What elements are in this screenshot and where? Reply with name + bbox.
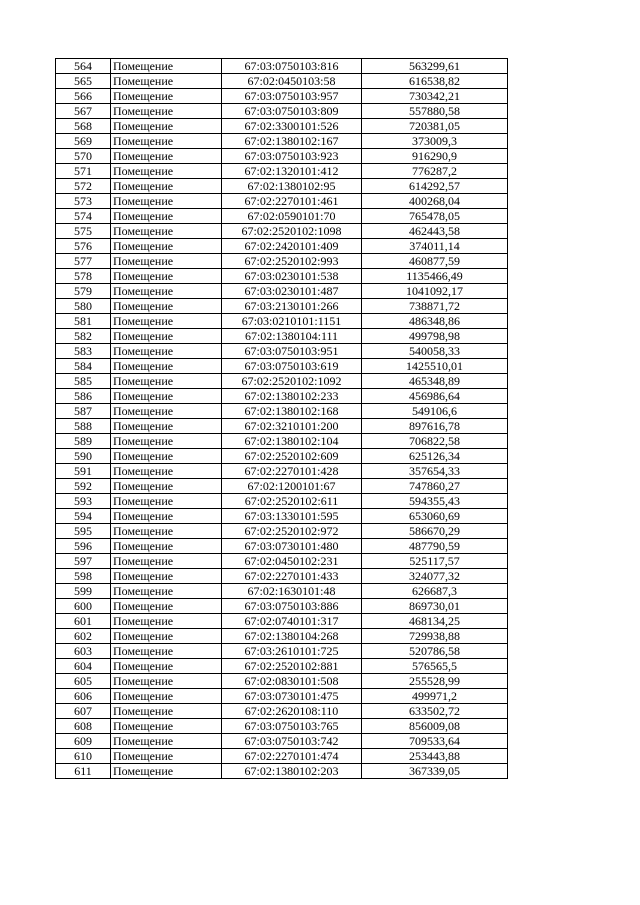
cadastral-number-cell: 67:02:2270101:428 bbox=[222, 464, 362, 479]
cadastral-number-cell: 67:02:3300101:526 bbox=[222, 119, 362, 134]
cadastral-number-cell: 67:03:2130101:266 bbox=[222, 299, 362, 314]
cadastral-number-cell: 67:02:2520102:1098 bbox=[222, 224, 362, 239]
row-number-cell: 564 bbox=[56, 59, 111, 74]
table-row bbox=[56, 539, 508, 554]
object-type-cell: Помещение bbox=[111, 539, 222, 554]
table-row bbox=[56, 269, 508, 284]
row-number-cell: 582 bbox=[56, 329, 111, 344]
cadastral-value-cell: 586670,29 bbox=[362, 524, 508, 539]
row-number-cell: 589 bbox=[56, 434, 111, 449]
cadastral-value-cell: 486348,86 bbox=[362, 314, 508, 329]
cadastral-number-cell: 67:02:1380102:168 bbox=[222, 404, 362, 419]
table-row bbox=[56, 554, 508, 569]
row-number-cell: 611 bbox=[56, 764, 111, 779]
row-number-cell: 592 bbox=[56, 479, 111, 494]
row-number-cell: 600 bbox=[56, 599, 111, 614]
cadastral-value-cell: 465348,89 bbox=[362, 374, 508, 389]
object-type-cell: Помещение bbox=[111, 104, 222, 119]
table-row bbox=[56, 164, 508, 179]
cadastral-number-cell: 67:03:0750103:951 bbox=[222, 344, 362, 359]
row-number-cell: 586 bbox=[56, 389, 111, 404]
cadastral-number-cell: 67:02:1380102:167 bbox=[222, 134, 362, 149]
table-row bbox=[56, 524, 508, 539]
object-type-cell: Помещение bbox=[111, 179, 222, 194]
row-number-cell: 577 bbox=[56, 254, 111, 269]
row-number-cell: 593 bbox=[56, 494, 111, 509]
table-row bbox=[56, 599, 508, 614]
table-row bbox=[56, 404, 508, 419]
cadastral-value-cell: 576565,5 bbox=[362, 659, 508, 674]
object-type-cell: Помещение bbox=[111, 644, 222, 659]
object-type-cell: Помещение bbox=[111, 194, 222, 209]
cadastral-value-cell: 400268,04 bbox=[362, 194, 508, 209]
cadastral-value-table bbox=[55, 58, 508, 779]
cadastral-number-cell: 67:02:1320101:412 bbox=[222, 164, 362, 179]
object-type-cell: Помещение bbox=[111, 359, 222, 374]
row-number-cell: 581 bbox=[56, 314, 111, 329]
table-row bbox=[56, 509, 508, 524]
object-type-cell: Помещение bbox=[111, 419, 222, 434]
object-type-cell: Помещение bbox=[111, 464, 222, 479]
table-row bbox=[56, 449, 508, 464]
row-number-cell: 565 bbox=[56, 74, 111, 89]
row-number-cell: 568 bbox=[56, 119, 111, 134]
object-type-cell: Помещение bbox=[111, 74, 222, 89]
table-row bbox=[56, 584, 508, 599]
table-row bbox=[56, 104, 508, 119]
table-row bbox=[56, 674, 508, 689]
cadastral-number-cell: 67:03:0210101:1151 bbox=[222, 314, 362, 329]
cadastral-value-cell: 633502,72 bbox=[362, 704, 508, 719]
row-number-cell: 566 bbox=[56, 89, 111, 104]
row-number-cell: 588 bbox=[56, 419, 111, 434]
table-row bbox=[56, 434, 508, 449]
cadastral-number-cell: 67:03:0750103:923 bbox=[222, 149, 362, 164]
row-number-cell: 610 bbox=[56, 749, 111, 764]
table-row bbox=[56, 704, 508, 719]
row-number-cell: 599 bbox=[56, 584, 111, 599]
cadastral-value-cell: 709533,64 bbox=[362, 734, 508, 749]
object-type-cell: Помещение bbox=[111, 554, 222, 569]
object-type-cell: Помещение bbox=[111, 494, 222, 509]
cadastral-value-cell: 357654,33 bbox=[362, 464, 508, 479]
cadastral-number-cell: 67:03:0750103:816 bbox=[222, 59, 362, 74]
cadastral-number-cell: 67:02:1380102:104 bbox=[222, 434, 362, 449]
object-type-cell: Помещение bbox=[111, 344, 222, 359]
table-row bbox=[56, 374, 508, 389]
cadastral-number-cell: 67:02:1380104:268 bbox=[222, 629, 362, 644]
row-number-cell: 606 bbox=[56, 689, 111, 704]
row-number-cell: 594 bbox=[56, 509, 111, 524]
object-type-cell: Помещение bbox=[111, 599, 222, 614]
table-body bbox=[56, 59, 508, 779]
table-row bbox=[56, 719, 508, 734]
cadastral-number-cell: 67:02:2520102:993 bbox=[222, 254, 362, 269]
cadastral-number-cell: 67:03:0730101:480 bbox=[222, 539, 362, 554]
cadastral-number-cell: 67:02:1380104:111 bbox=[222, 329, 362, 344]
cadastral-number-cell: 67:02:2520102:609 bbox=[222, 449, 362, 464]
cadastral-value-cell: 625126,34 bbox=[362, 449, 508, 464]
row-number-cell: 609 bbox=[56, 734, 111, 749]
table-row bbox=[56, 494, 508, 509]
cadastral-number-cell: 67:02:2270101:433 bbox=[222, 569, 362, 584]
object-type-cell: Помещение bbox=[111, 299, 222, 314]
table-row bbox=[56, 119, 508, 134]
cadastral-value-cell: 367339,05 bbox=[362, 764, 508, 779]
table-row bbox=[56, 359, 508, 374]
table-row bbox=[56, 194, 508, 209]
table-row bbox=[56, 344, 508, 359]
object-type-cell: Помещение bbox=[111, 284, 222, 299]
cadastral-value-cell: 520786,58 bbox=[362, 644, 508, 659]
cadastral-value-cell: 729938,88 bbox=[362, 629, 508, 644]
table-row bbox=[56, 659, 508, 674]
cadastral-value-cell: 856009,08 bbox=[362, 719, 508, 734]
table-row bbox=[56, 134, 508, 149]
object-type-cell: Помещение bbox=[111, 764, 222, 779]
cadastral-value-cell: 499971,2 bbox=[362, 689, 508, 704]
object-type-cell: Помещение bbox=[111, 269, 222, 284]
cadastral-number-cell: 67:02:0590101:70 bbox=[222, 209, 362, 224]
cadastral-number-cell: 67:03:1330101:595 bbox=[222, 509, 362, 524]
cadastral-value-cell: 730342,21 bbox=[362, 89, 508, 104]
object-type-cell: Помещение bbox=[111, 569, 222, 584]
cadastral-number-cell: 67:02:1380102:95 bbox=[222, 179, 362, 194]
cadastral-value-cell: 626687,3 bbox=[362, 584, 508, 599]
table-row bbox=[56, 239, 508, 254]
cadastral-value-cell: 255528,99 bbox=[362, 674, 508, 689]
row-number-cell: 573 bbox=[56, 194, 111, 209]
row-number-cell: 576 bbox=[56, 239, 111, 254]
table-row bbox=[56, 224, 508, 239]
cadastral-value-cell: 525117,57 bbox=[362, 554, 508, 569]
table-row bbox=[56, 764, 508, 779]
row-number-cell: 590 bbox=[56, 449, 111, 464]
cadastral-number-cell: 67:02:0830101:508 bbox=[222, 674, 362, 689]
cadastral-number-cell: 67:02:1630101:48 bbox=[222, 584, 362, 599]
cadastral-number-cell: 67:03:0750103:765 bbox=[222, 719, 362, 734]
row-number-cell: 591 bbox=[56, 464, 111, 479]
table-row bbox=[56, 749, 508, 764]
cadastral-number-cell: 67:03:0750103:742 bbox=[222, 734, 362, 749]
table-row bbox=[56, 299, 508, 314]
cadastral-value-cell: 594355,43 bbox=[362, 494, 508, 509]
cadastral-number-cell: 67:02:0450102:231 bbox=[222, 554, 362, 569]
row-number-cell: 601 bbox=[56, 614, 111, 629]
cadastral-value-cell: 1135466,49 bbox=[362, 269, 508, 284]
row-number-cell: 602 bbox=[56, 629, 111, 644]
cadastral-number-cell: 67:02:2520102:881 bbox=[222, 659, 362, 674]
cadastral-number-cell: 67:02:2420101:409 bbox=[222, 239, 362, 254]
cadastral-number-cell: 67:02:1380102:233 bbox=[222, 389, 362, 404]
cadastral-number-cell: 67:03:2610101:725 bbox=[222, 644, 362, 659]
object-type-cell: Помещение bbox=[111, 659, 222, 674]
row-number-cell: 597 bbox=[56, 554, 111, 569]
object-type-cell: Помещение bbox=[111, 704, 222, 719]
row-number-cell: 572 bbox=[56, 179, 111, 194]
object-type-cell: Помещение bbox=[111, 404, 222, 419]
cadastral-value-cell: 653060,69 bbox=[362, 509, 508, 524]
table-row bbox=[56, 254, 508, 269]
object-type-cell: Помещение bbox=[111, 374, 222, 389]
cadastral-number-cell: 67:03:0750103:957 bbox=[222, 89, 362, 104]
table-row bbox=[56, 89, 508, 104]
object-type-cell: Помещение bbox=[111, 674, 222, 689]
object-type-cell: Помещение bbox=[111, 629, 222, 644]
object-type-cell: Помещение bbox=[111, 164, 222, 179]
row-number-cell: 598 bbox=[56, 569, 111, 584]
cadastral-number-cell: 67:03:0750103:886 bbox=[222, 599, 362, 614]
table-row bbox=[56, 479, 508, 494]
cadastral-number-cell: 67:03:0230101:538 bbox=[222, 269, 362, 284]
row-number-cell: 567 bbox=[56, 104, 111, 119]
row-number-cell: 607 bbox=[56, 704, 111, 719]
object-type-cell: Помещение bbox=[111, 209, 222, 224]
cadastral-number-cell: 67:02:2520102:972 bbox=[222, 524, 362, 539]
object-type-cell: Помещение bbox=[111, 149, 222, 164]
cadastral-value-cell: 487790,59 bbox=[362, 539, 508, 554]
object-type-cell: Помещение bbox=[111, 329, 222, 344]
cadastral-value-cell: 540058,33 bbox=[362, 344, 508, 359]
object-type-cell: Помещение bbox=[111, 254, 222, 269]
object-type-cell: Помещение bbox=[111, 134, 222, 149]
row-number-cell: 595 bbox=[56, 524, 111, 539]
table-row bbox=[56, 569, 508, 584]
table-row bbox=[56, 179, 508, 194]
table-row bbox=[56, 314, 508, 329]
row-number-cell: 578 bbox=[56, 269, 111, 284]
cadastral-value-cell: 462443,58 bbox=[362, 224, 508, 239]
cadastral-value-cell: 374011,14 bbox=[362, 239, 508, 254]
row-number-cell: 605 bbox=[56, 674, 111, 689]
row-number-cell: 603 bbox=[56, 644, 111, 659]
object-type-cell: Помещение bbox=[111, 479, 222, 494]
object-type-cell: Помещение bbox=[111, 719, 222, 734]
table-row bbox=[56, 644, 508, 659]
row-number-cell: 583 bbox=[56, 344, 111, 359]
row-number-cell: 596 bbox=[56, 539, 111, 554]
object-type-cell: Помещение bbox=[111, 389, 222, 404]
cadastral-number-cell: 67:02:2270101:474 bbox=[222, 749, 362, 764]
table-row bbox=[56, 689, 508, 704]
row-number-cell: 580 bbox=[56, 299, 111, 314]
cadastral-value-cell: 460877,59 bbox=[362, 254, 508, 269]
table-row bbox=[56, 389, 508, 404]
table-row bbox=[56, 284, 508, 299]
row-number-cell: 575 bbox=[56, 224, 111, 239]
cadastral-value-cell: 324077,32 bbox=[362, 569, 508, 584]
cadastral-value-cell: 557880,58 bbox=[362, 104, 508, 119]
table-row bbox=[56, 464, 508, 479]
cadastral-value-cell: 373009,3 bbox=[362, 134, 508, 149]
table-row bbox=[56, 614, 508, 629]
cadastral-value-cell: 1425510,01 bbox=[362, 359, 508, 374]
cadastral-number-cell: 67:02:2270101:461 bbox=[222, 194, 362, 209]
object-type-cell: Помещение bbox=[111, 314, 222, 329]
object-type-cell: Помещение bbox=[111, 734, 222, 749]
table-row bbox=[56, 329, 508, 344]
table-row bbox=[56, 149, 508, 164]
object-type-cell: Помещение bbox=[111, 509, 222, 524]
cadastral-value-cell: 916290,9 bbox=[362, 149, 508, 164]
object-type-cell: Помещение bbox=[111, 584, 222, 599]
row-number-cell: 571 bbox=[56, 164, 111, 179]
object-type-cell: Помещение bbox=[111, 224, 222, 239]
object-type-cell: Помещение bbox=[111, 749, 222, 764]
cadastral-value-cell: 616538,82 bbox=[362, 74, 508, 89]
object-type-cell: Помещение bbox=[111, 434, 222, 449]
table-row bbox=[56, 209, 508, 224]
table-row bbox=[56, 734, 508, 749]
cadastral-value-cell: 468134,25 bbox=[362, 614, 508, 629]
row-number-cell: 585 bbox=[56, 374, 111, 389]
table-row bbox=[56, 59, 508, 74]
object-type-cell: Помещение bbox=[111, 689, 222, 704]
cadastral-number-cell: 67:02:0740101:317 bbox=[222, 614, 362, 629]
object-type-cell: Помещение bbox=[111, 449, 222, 464]
object-type-cell: Помещение bbox=[111, 524, 222, 539]
cadastral-number-cell: 67:03:0230101:487 bbox=[222, 284, 362, 299]
cadastral-value-cell: 499798,98 bbox=[362, 329, 508, 344]
cadastral-number-cell: 67:02:2620108:110 bbox=[222, 704, 362, 719]
cadastral-number-cell: 67:02:2520102:1092 bbox=[222, 374, 362, 389]
cadastral-value-cell: 765478,05 bbox=[362, 209, 508, 224]
table-row bbox=[56, 419, 508, 434]
row-number-cell: 570 bbox=[56, 149, 111, 164]
cadastral-number-cell: 67:02:0450103:58 bbox=[222, 74, 362, 89]
object-type-cell: Помещение bbox=[111, 89, 222, 104]
cadastral-value-cell: 869730,01 bbox=[362, 599, 508, 614]
cadastral-value-cell: 720381,05 bbox=[362, 119, 508, 134]
row-number-cell: 604 bbox=[56, 659, 111, 674]
object-type-cell: Помещение bbox=[111, 239, 222, 254]
object-type-cell: Помещение bbox=[111, 119, 222, 134]
table-row bbox=[56, 629, 508, 644]
row-number-cell: 587 bbox=[56, 404, 111, 419]
row-number-cell: 608 bbox=[56, 719, 111, 734]
cadastral-number-cell: 67:02:1380102:203 bbox=[222, 764, 362, 779]
cadastral-value-cell: 1041092,17 bbox=[362, 284, 508, 299]
object-type-cell: Помещение bbox=[111, 59, 222, 74]
cadastral-value-cell: 897616,78 bbox=[362, 419, 508, 434]
cadastral-number-cell: 67:02:2520102:611 bbox=[222, 494, 362, 509]
object-type-cell: Помещение bbox=[111, 614, 222, 629]
row-number-cell: 569 bbox=[56, 134, 111, 149]
cadastral-value-cell: 253443,88 bbox=[362, 749, 508, 764]
cadastral-value-cell: 614292,57 bbox=[362, 179, 508, 194]
cadastral-number-cell: 67:03:0750103:619 bbox=[222, 359, 362, 374]
cadastral-value-cell: 456986,64 bbox=[362, 389, 508, 404]
row-number-cell: 579 bbox=[56, 284, 111, 299]
row-number-cell: 584 bbox=[56, 359, 111, 374]
cadastral-value-cell: 549106,6 bbox=[362, 404, 508, 419]
cadastral-number-cell: 67:02:3210101:200 bbox=[222, 419, 362, 434]
cadastral-value-cell: 738871,72 bbox=[362, 299, 508, 314]
cadastral-value-cell: 706822,58 bbox=[362, 434, 508, 449]
cadastral-value-cell: 776287,2 bbox=[362, 164, 508, 179]
cadastral-value-cell: 563299,61 bbox=[362, 59, 508, 74]
row-number-cell: 574 bbox=[56, 209, 111, 224]
cadastral-number-cell: 67:03:0750103:809 bbox=[222, 104, 362, 119]
cadastral-number-cell: 67:02:1200101:67 bbox=[222, 479, 362, 494]
cadastral-number-cell: 67:03:0730101:475 bbox=[222, 689, 362, 704]
cadastral-value-cell: 747860,27 bbox=[362, 479, 508, 494]
table-row bbox=[56, 74, 508, 89]
